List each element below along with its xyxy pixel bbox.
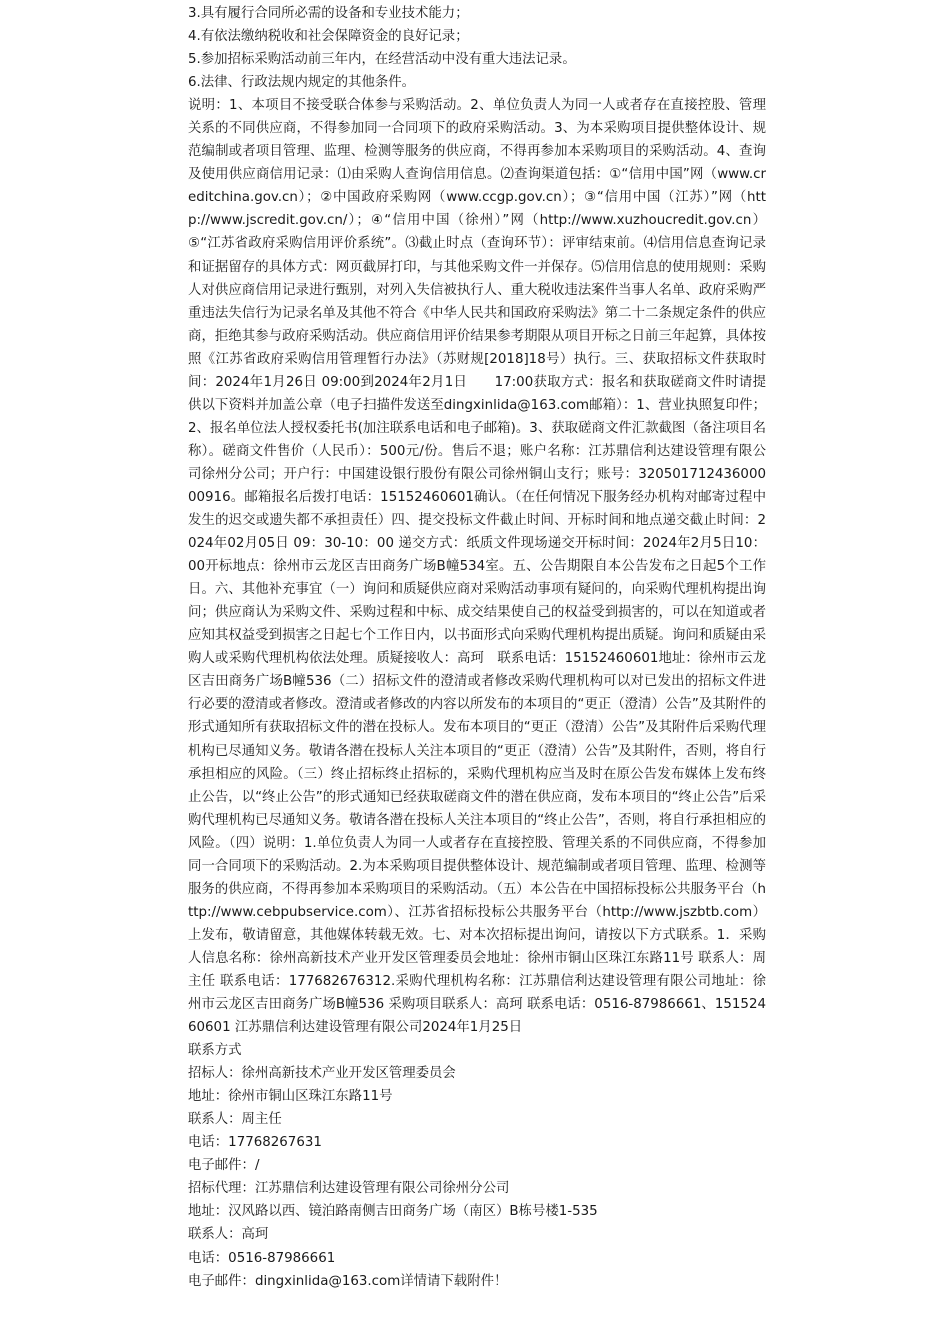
agent-address: 地址：汉风路以西、镜泊路南侧吉田商务广场（南区）B栋号楼1-535 — [188, 1204, 598, 1220]
qualification-item-4: 4.有依法缴纳税收和社会保障资金的良好记录； — [188, 29, 469, 45]
agent-contact-person: 联系人：高珂 — [188, 1227, 269, 1243]
qualification-item-6: 6.法律、行政法规内规定的其他条件。 — [188, 75, 416, 91]
tenderer-name: 招标人：徐州高新技术产业开发区管理委员会 — [188, 1066, 456, 1082]
agent-email: 电子邮件：dingxinlida@163.com详情请下载附件！ — [188, 1273, 508, 1289]
agent-name: 招标代理：江苏鼎信利达建设管理有限公司徐州分公司 — [188, 1181, 510, 1197]
announcement-text — [188, 2, 766, 1293]
tenderer-phone: 电话：17768267631 — [188, 1135, 322, 1151]
agent-phone: 电话：0516-87986661 — [188, 1250, 336, 1266]
contact-heading: 联系方式 — [188, 1043, 242, 1059]
tenderer-address: 地址：徐州市铜山区珠江东路11号 — [188, 1089, 393, 1105]
tenderer-contact-person: 联系人：周主任 — [188, 1112, 282, 1128]
notice-body-paragraph: 说明：1、本项目不接受联合体参与采购活动。2、单位负责人为同一人或者存在直接控股、管理关系的不同供应商，不得参加同一合同项下的政府采购活动。3、为本采购项目提供整体设计、规范编制或者项目管理、监理、检测等服务的供应商，不得再参加本采购项目的采购活动。4、查询及使用供应商信用记录：⑴由采购人查询信用信息。⑵查询渠道包括：①“信用中国”网（www.creditchina.gov.cn）；②中国政府采购网（www.ccgp.gov.cn）；③“信用中国（江苏）”网（http://www.jscredit.gov.cn/）；④“信用中国（徐州）”网（http://www.xuzhoucredit.gov.cn）⑤“江苏省政府采购信用评价系统”。⑶截止时点（查询环节）：评审结束前。⑷信用信息查询记录和证据留存的具体方式：网页截屏打印，与其他采购文件一并保存。⑸信用信息的使用规则：采购人对供应商信用记录进行甄别，对列入失信被执行人、重大税收违法案件当事人名单、政府采购严重违法失信行为记录名单及其他不符合《中华人民共和国政府采购法》第二十二条规定条件的供应商，拒绝其参与政府采购活动。供应商信用评价结果参考期限从项目开标之日前三年起算，具体按照《江苏省政府采购信用管理暂行办法》（苏财规[2018]18号）执行。三、获取招标文件获取时间：2024年1月26日 09:00到2024年2月1日 17:00获取方式：报名和获取磋商文件时请提供以下资料并加盖公章（电子扫描件发送至dingxinlida@163.com邮箱）：1、营业执照复印件；2、报名单位法人授权委托书(加注联系电话和电子邮箱)。3、获取磋商文件汇款截图（备注项目名称）。磋商文件售价（人民币）：500元/份。售后不退；账户名称：江苏鼎信利达建设管理有限公司徐州分公司；开户行：中国建设银行股份有限公司徐州铜山支行；账号：32050171243600000916。邮箱报名后拨打电话：15152460601确认。（在任何情况下服务经办机构对邮寄过程中发生的迟交或遗失都不承担责任）四、提交投标文件截止时间、开标时间和地点递交截止时间：2024年02月05日 09：30-10：00 递交方式：纸质文件现场递交开标时间：2024年2月5日10：00开标地点：徐州市云龙区吉田商务广场B幢534室。五、公告期限自本公告发布之日起5个工作日。六、其他补充事宜（一）询问和质疑供应商对采购活动事项有疑问的，向采购代理机构提出询问；供应商认为采购文件、采购过程和中标、成交结果使自己的权益受到损害的，可以在知道或者应知其权益受到损害之日起七个工作日内，以书面形式向采购代理机构提出质疑。询问和质疑由采购人或采购代理机构依法处理。质疑接收人：高珂 联系电话：15152460601地址：徐州市云龙区吉田商务广场B幢536（二）招标文件的澄清或者修改采购代理机构可以对已发出的招标文件进行必要的澄清或者修改。澄清或者修改的内容以所发布的本项目的“更正（澄清）公告”及其附件的形式通知所有获取招标文件的潜在投标人。发布本项目的“更正（澄清）公告”及其附件后采购代理机构已尽通知义务。敬请各潜在投标人关注本项目的“更正（澄清）公告”及其附件，否则，将自行承担相应的风险。（三）终止招标终止招标的，采购代理机构应当及时在原公告发布媒体上发布终止公告，以“终止公告”的形式通知已经获取磋商文件的潜在供应商，发布本项目的“终止公告”后采购代理机构已尽通知义务。敬请各潜在投标人关注本项目的“终止公告”，否则，将自行承担相应的风险。（四）说明：1.单位负责人为同一人或者存在直接控股、管理关系的不同供应商，不得参加同一合同项下的采购活动。2.为本采购项目提供整体设计、规范编制或者项目管理、监理、检测等服务的供应商，不得再参加本采购项目的采购活动。（五）本公告在中国招标投标公共服务平台（http://www.cebpubservice.com）、江苏省招标投标公共服务平台（http://www.jszbtb.com）上发布，敬请留意，其他媒体转载无效。七、对本次招标提出询问，请按以下方式联系。1．采购人信息名称：徐州高新技术产业开发区管理委员会地址：徐州市铜山区珠江东路11号 联系人：周主任 联系电话：177682676312.采购代理机构名称：江苏鼎信利达建设管理有限公司地址：徐州市云龙区吉田商务广场B幢536 采购项目联系人：高珂 联系电话：0516-87986661、15152460601 江苏鼎信利达建设管理有限公司2024年1月25日 — [188, 98, 766, 1036]
qualification-item-3: 3.具有履行合同所必需的设备和专业技术能力； — [188, 6, 469, 21]
tenderer-email: 电子邮件：/ — [188, 1158, 260, 1174]
qualification-item-5: 5.参加招标采购活动前三年内，在经营活动中没有重大违法记录。 — [188, 52, 576, 68]
